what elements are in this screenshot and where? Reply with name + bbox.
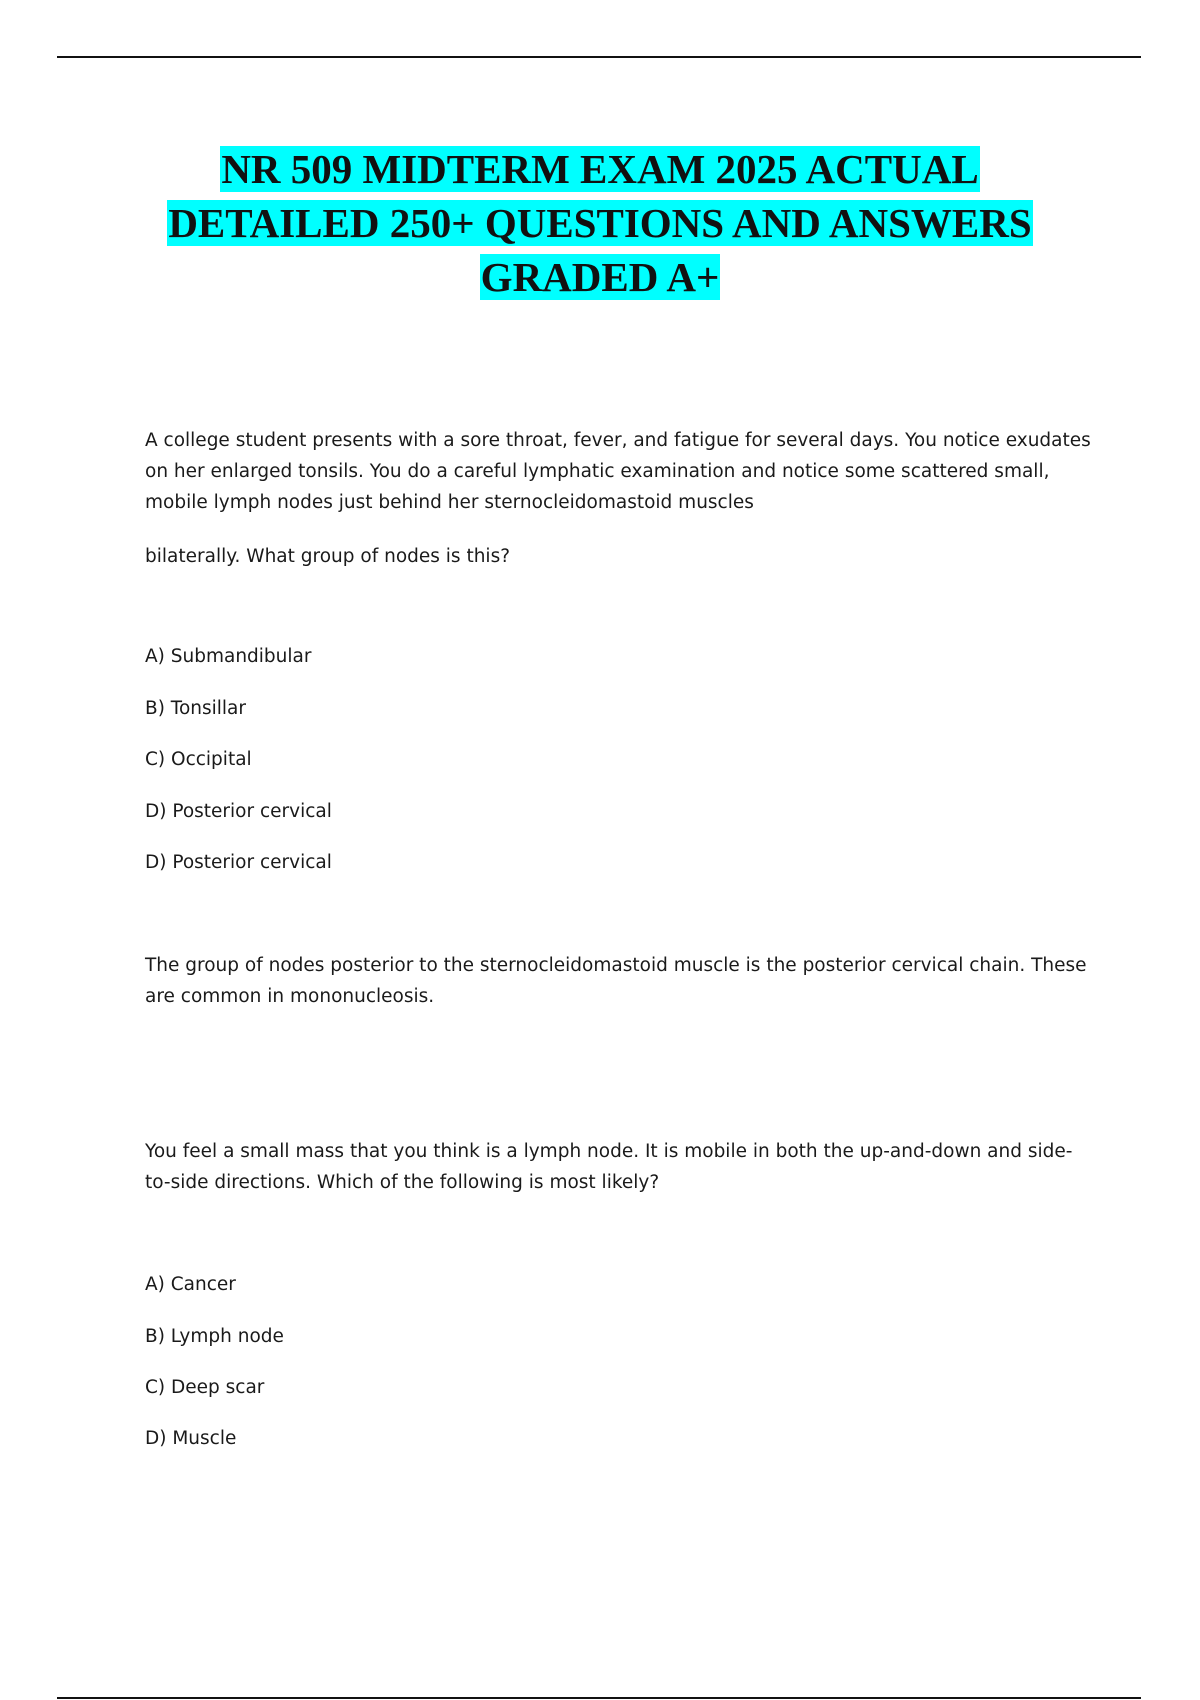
question-1-option-d: D) Posterior cervical xyxy=(145,801,332,822)
question-2-option-c: C) Deep scar xyxy=(145,1377,265,1398)
document-title xyxy=(0,142,1200,304)
title-line-2: DETAILED 250+ QUESTIONS AND ANSWERS xyxy=(168,200,1032,246)
question-1-option-a: A) Submandibular xyxy=(145,646,312,667)
question-1-stem-continued: bilaterally. What group of nodes is this? xyxy=(145,546,511,567)
title-line-3: GRADED A+ xyxy=(480,254,720,300)
question-2-option-a: A) Cancer xyxy=(145,1274,236,1295)
question-1-answer: D) Posterior cervical xyxy=(145,852,332,873)
footer-rule xyxy=(57,1697,1141,1699)
question-1-option-b: B) Tonsillar xyxy=(145,698,246,719)
question-1-option-c: C) Occipital xyxy=(145,749,252,770)
question-2-stem: You feel a small mass that you think is a lymph node. It is mobile in both the up-and-down and side-to-side directions. Which of the following is most likely? xyxy=(145,1141,1073,1193)
question-2-option-b: B) Lymph node xyxy=(145,1326,284,1347)
question-1-rationale: The group of nodes posterior to the sternocleidomastoid muscle is the posterior cervical chain. These are common in mononucleosis. xyxy=(145,955,1087,1007)
question-2-option-d: D) Muscle xyxy=(145,1428,237,1449)
header-rule xyxy=(57,56,1141,58)
question-1-stem: A college student presents with a sore throat, fever, and fatigue for several days. You notice exudates on her enlarged tonsils. You do a careful lymphatic examination and notice some scattered small, mobile lymph nodes just behind her sternocleidomastoid muscles xyxy=(145,430,1091,513)
title-line-1: NR 509 MIDTERM EXAM 2025 ACTUAL xyxy=(221,146,979,192)
